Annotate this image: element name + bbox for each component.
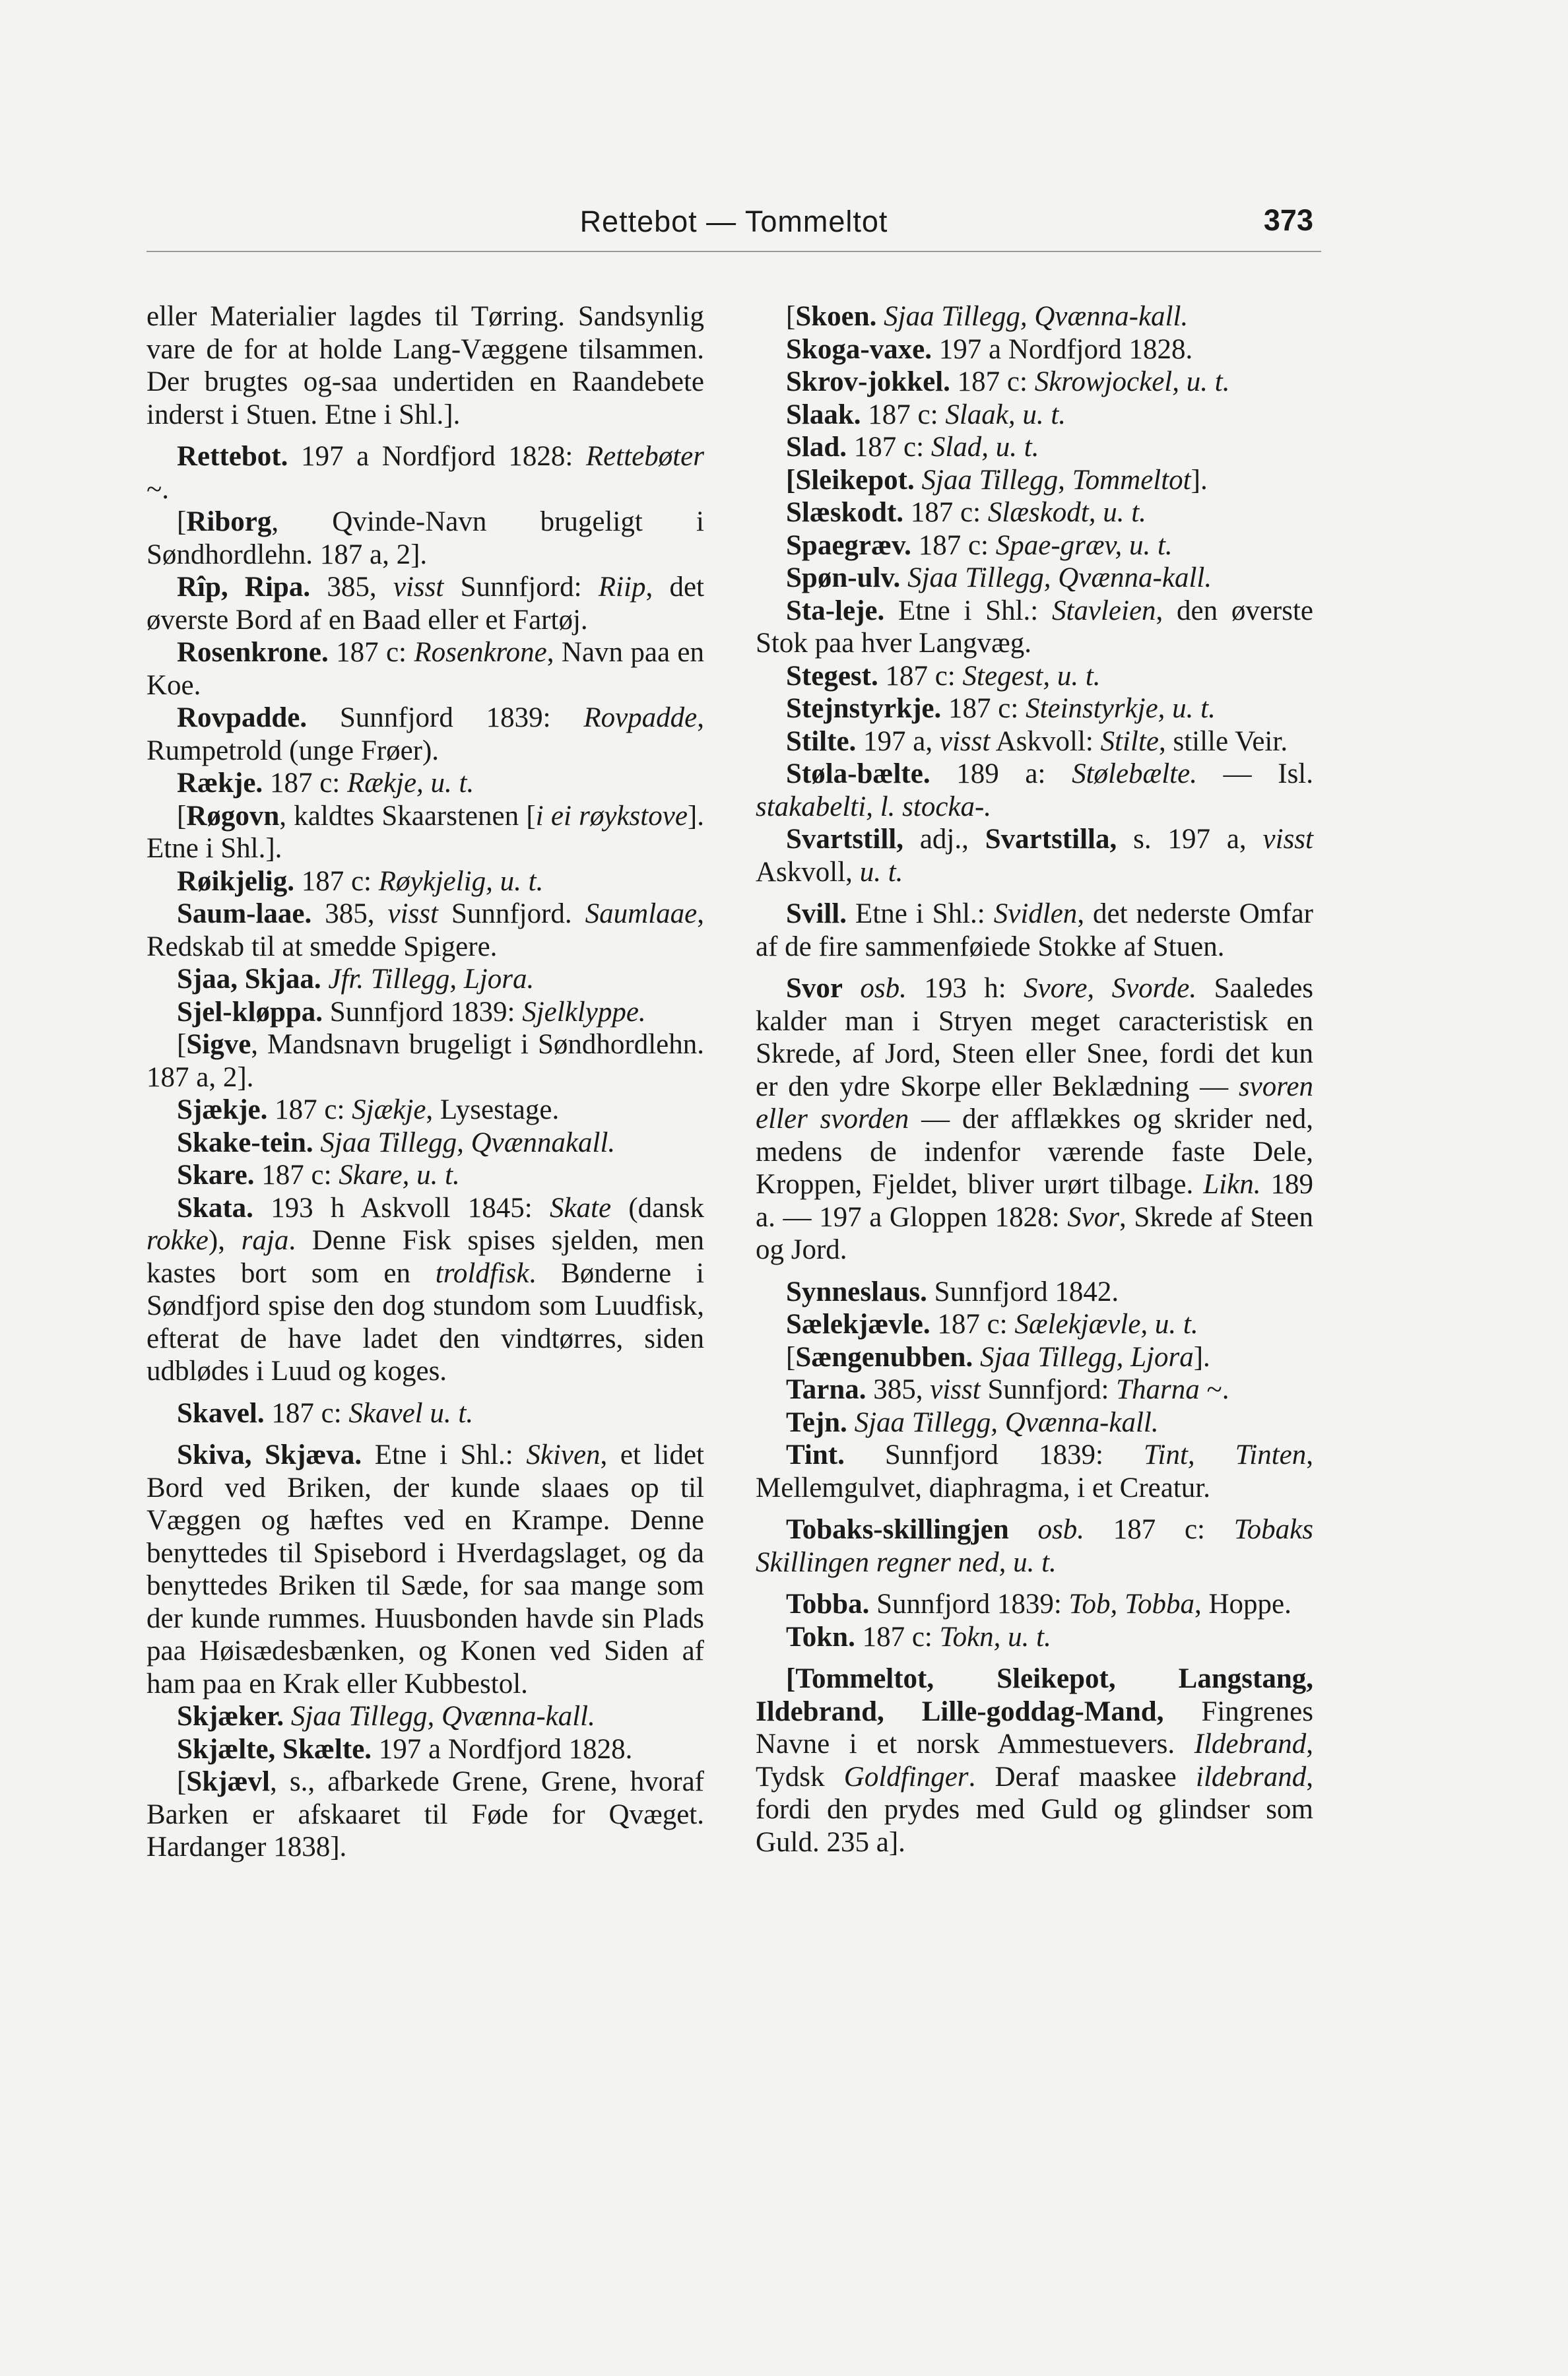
entry-text — [915, 465, 922, 496]
dictionary-entry — [147, 767, 704, 800]
dictionary-entry — [147, 1397, 704, 1430]
italic-text: visst — [387, 898, 438, 929]
dictionary-entry — [756, 529, 1313, 562]
entry-text: 385, — [866, 1374, 931, 1405]
entry-text: [ — [786, 1341, 796, 1373]
entry-text — [973, 1342, 980, 1373]
entry-text — [847, 1407, 855, 1438]
headword: Rosenkrone. — [177, 637, 329, 668]
dictionary-entry — [147, 865, 704, 898]
dictionary-entry — [147, 1094, 704, 1127]
entry-text: , Rumpetrold (unge Frøer). — [147, 702, 704, 766]
entry-text: , det nederste Omfar af de fire sammenføiede Stokke af Stuen. — [756, 898, 1314, 962]
entry-text: Sunnfjord 1839: — [307, 702, 584, 733]
italic-text: raja — [241, 1225, 289, 1256]
entry-text: [ — [177, 1766, 187, 1797]
headword: Rovpadde. — [177, 702, 308, 733]
headword: Skjæker. — [177, 1701, 284, 1732]
italic-text: Tharna — [1116, 1374, 1200, 1405]
dictionary-entry — [147, 1700, 704, 1733]
headword: Saum-laae. — [177, 898, 312, 929]
dictionary-entry — [756, 300, 1313, 333]
entry-text: 187 c: — [855, 1621, 940, 1653]
dictionary-entry — [756, 562, 1313, 595]
entry-text: , Tydsk — [756, 1729, 1313, 1793]
entry-text: , Skrede af Steen og Jord. — [756, 1201, 1313, 1265]
entry-text: [ — [177, 1029, 187, 1060]
entry-text: adj., — [903, 824, 985, 855]
headword: Slad. — [786, 432, 847, 463]
italic-text: Spae-græv, u. t. — [995, 529, 1173, 561]
entry-text: 187 c: — [861, 399, 946, 430]
entry-text: 187 c: — [328, 637, 414, 668]
italic-text: Skate — [549, 1192, 612, 1224]
left-column — [147, 300, 704, 1864]
entry-text: 187 c: — [847, 432, 931, 463]
italic-text: troldfisk — [435, 1257, 529, 1289]
italic-text: Steinstyrkje, u. t. — [1026, 693, 1216, 724]
italic-text: svoren eller svorden — [756, 1071, 1313, 1135]
italic-text: Sjaa Tillegg, Qvænna-kall. — [907, 562, 1212, 593]
dictionary-entry — [147, 1766, 704, 1864]
italic-text: Tobaks Skillingen regner ned, u. t. — [756, 1514, 1313, 1578]
dictionary-entry — [147, 1439, 704, 1700]
entry-text: 187 c: — [878, 660, 963, 692]
entry-text: [ — [177, 506, 187, 537]
entry-text: , Redskab til at smedde Spigere. — [147, 898, 705, 962]
entry-text: , Lysestage. — [426, 1094, 560, 1125]
entry-text: Sunnfjord 1839: — [869, 1589, 1069, 1620]
dictionary-entry — [756, 1406, 1313, 1439]
dictionary-entry — [147, 506, 704, 571]
page-number: 373 — [1263, 203, 1313, 237]
headword: Tarna. — [786, 1374, 866, 1405]
entry-text: 385, — [311, 898, 388, 929]
entry-text: Sunnfjord: — [443, 572, 599, 603]
entry-text: ]. — [1193, 1341, 1210, 1373]
dictionary-entry — [147, 1192, 704, 1388]
headword: Sigve — [186, 1029, 251, 1060]
running-title: Rettebot — Tommeltot — [579, 205, 888, 238]
dictionary-entry — [756, 496, 1313, 529]
entry-text: 193 h: — [906, 973, 1024, 1004]
headword: Svartstilla, — [985, 824, 1117, 855]
entry-text: , det øverste Bord af en Baad eller et Fartøj. — [147, 572, 704, 636]
headword: Røgovn — [186, 800, 280, 832]
italic-text: Rækje, u. t. — [346, 768, 474, 799]
headword: Svill. — [786, 898, 847, 929]
dictionary-entry — [756, 1308, 1313, 1341]
entry-text: . Denne Fisk spises sjelden, men kastes bort som en — [147, 1225, 704, 1289]
dictionary-entry — [147, 702, 704, 767]
dictionary-entry — [147, 1028, 704, 1094]
headword: Sængenubben. — [795, 1341, 973, 1373]
entry-text: , et lidet Bord ved Briken, der kunde slaaes op til Væggen og hæftes ved en Krampe. Denne benyttedes til Spisebord i Hverdagslaget, og da benyttedes Briken til Sæde, for saa mange som der kunde rummes. Huusbonden havde sin Plads paa Høisædesbænken, og Konen ved Siden af ham paa en Krak eller Kubbestol. — [147, 1439, 704, 1700]
entry-text: ~. — [147, 473, 170, 505]
italic-text: Skavel u. t. — [348, 1397, 474, 1429]
italic-text: Sjaa Tillegg, Tommeltot — [921, 464, 1191, 496]
entry-text: , Mandsnavn brugeligt i Søndhordlehn. 187 a, 2]. — [147, 1029, 704, 1093]
headword: Synneslaus. — [786, 1276, 927, 1307]
entry-text: , fordi den prydes med Guld og glindser som Guld. 235 a]. — [756, 1761, 1313, 1858]
entry-text: 187 c: — [903, 497, 988, 528]
italic-text: Stavleien — [1051, 595, 1156, 626]
entry-text: Fingrenes Navne i et norsk Ammestuevers. — [756, 1696, 1313, 1760]
headword: Sælekjævle. — [786, 1309, 931, 1340]
entry-text: — der afflækkes og skrider ned, medens de indenfor værende faste Dele, Kroppen, Fjeldet, bliver urørt tilbage. — [756, 1104, 1313, 1200]
italic-text: Skare, u. t. — [339, 1160, 460, 1191]
entry-text: 197 a, — [856, 725, 940, 757]
entry-text: 187 c: — [941, 693, 1026, 724]
headword: [Tommeltot, Sleikepot, Langstang, Ildebrand, Lille-goddag-Mand, — [756, 1663, 1313, 1727]
entry-text: 197 a Nordfjord 1828. — [931, 333, 1193, 365]
entry-text: [ — [786, 301, 796, 332]
italic-text: Sjelklyppe. — [522, 996, 646, 1028]
entry-text: 193 h Askvoll 1845: — [253, 1192, 550, 1224]
entry-text: 197 a Nordfjord 1828: — [288, 441, 586, 472]
entry-text: 187 c: — [950, 366, 1035, 397]
dictionary-entry — [756, 595, 1313, 660]
headword: Stilte. — [786, 725, 857, 757]
italic-text: Sjaa Tillegg, Ljora — [979, 1341, 1194, 1373]
entry-text: , Mellemgulvet, diaphragma, i et Creatur. — [756, 1439, 1313, 1503]
italic-text: Skiven — [526, 1439, 601, 1470]
italic-text: Tint, Tinten — [1143, 1439, 1307, 1470]
dictionary-entry — [756, 1588, 1313, 1621]
italic-text: osb. — [860, 973, 907, 1004]
entry-text: 187 c: — [911, 529, 996, 561]
entry-text: 187 c: — [264, 1397, 349, 1429]
entry-text — [1009, 1514, 1038, 1545]
headword: Skake-tein. — [177, 1127, 313, 1158]
entry-text: ]. — [1191, 464, 1208, 496]
dictionary-entry — [147, 963, 704, 996]
entry-text: (dansk — [611, 1192, 704, 1224]
headword: Stejnstyrkje. — [786, 693, 942, 724]
italic-text: Stegest, u. t. — [962, 660, 1101, 692]
dictionary-entry — [147, 1127, 704, 1160]
dictionary-entry — [756, 692, 1313, 725]
italic-text: Svidlen — [993, 898, 1078, 929]
italic-text: stakabelti, l. stocka-. — [756, 791, 992, 822]
headword: Tobba. — [786, 1589, 870, 1620]
headword: Tejn. — [786, 1406, 847, 1438]
italic-text: Goldfinger — [843, 1761, 969, 1793]
entry-text — [321, 964, 329, 995]
headword: Støla-bælte. — [786, 758, 931, 789]
entry-text: 187 c: — [267, 1094, 352, 1125]
dictionary-entry — [756, 972, 1313, 1267]
dictionary-entry — [147, 800, 704, 865]
italic-text: Rosenkrone — [414, 637, 547, 668]
entry-text: Askvoll: — [990, 725, 1101, 757]
italic-text: Ildebrand — [1194, 1729, 1307, 1760]
entry-text: s. 197 a, — [1117, 824, 1263, 855]
italic-text: visst — [393, 572, 444, 603]
entry-text: , den øverste Stok paa hver Langvæg. — [756, 595, 1313, 659]
dictionary-entry — [756, 758, 1313, 823]
dictionary-entry — [147, 440, 704, 506]
entry-text: 187 c: — [294, 865, 379, 897]
headword: Skare. — [177, 1160, 255, 1191]
italic-text: Røykjelig, u. t. — [378, 865, 544, 897]
italic-text: Tob, Tobba — [1068, 1589, 1194, 1620]
entry-text: 187 c: — [1084, 1514, 1234, 1545]
headword: Skjælte, Skælte. — [177, 1733, 372, 1765]
entry-text: , s., afbarkede Grene, Grene, hvoraf Barken er afskaaret til Føde for Qvæget. Hardanger 1838]. — [147, 1766, 704, 1863]
headword: Sjaa, Skjaa. — [177, 964, 321, 995]
headword: [Sleikepot. — [786, 464, 915, 496]
italic-text: Sjaa Tillegg, Qvænna-kall. — [884, 301, 1189, 332]
dictionary-entry — [756, 366, 1313, 399]
headword: Rîp, Ripa. — [177, 572, 311, 603]
dictionary-entry — [756, 464, 1313, 497]
entry-text: 189 a. — 197 a Gloppen 1828: — [756, 1169, 1314, 1233]
headword: Slaak. — [786, 399, 861, 430]
headword: Skiva, Skjæva. — [177, 1439, 362, 1470]
headword: Skavel. — [177, 1397, 265, 1429]
italic-text: Skrowjockel, u. t. — [1034, 366, 1230, 397]
headword: Sjel-kløppa. — [177, 996, 323, 1028]
italic-text: Sjækje — [352, 1094, 426, 1125]
entry-text: eller Materialier lagdes til Tørring. Sandsynlig vare de for at holde Lang-Væggene tilsammen. Der brugtes og-saa undertiden en Raandebete inderst i Stuen. Etne i Shl.]. — [147, 301, 704, 430]
dictionary-entry — [756, 898, 1313, 963]
italic-text: visst — [939, 725, 991, 757]
dictionary-entry — [756, 431, 1313, 464]
italic-text: Sjaa Tillegg, Qvænnakall. — [320, 1127, 616, 1158]
italic-text: Rovpadde — [583, 702, 698, 733]
headword: Skoga-vaxe. — [786, 333, 932, 365]
dictionary-entry — [147, 636, 704, 702]
dictionary-entry — [756, 823, 1313, 888]
headword: Tint. — [786, 1439, 845, 1470]
italic-text: Riip — [598, 572, 646, 603]
entry-text — [313, 1127, 321, 1158]
italic-text: i ei røykstove — [535, 800, 688, 832]
italic-text: Rettebøter — [585, 441, 704, 472]
dictionary-entry — [147, 898, 704, 963]
headword: Sjækje. — [177, 1094, 268, 1125]
headword: Sta-leje. — [786, 595, 885, 626]
dictionary-entry — [756, 725, 1313, 758]
headword: Rækje. — [177, 768, 263, 799]
entry-text: Etne i Shl.: — [847, 898, 994, 929]
italic-text: Jfr. Tillegg, Ljora. — [328, 964, 535, 995]
headword: Spøn-ulv. — [786, 562, 901, 593]
entry-text — [900, 562, 907, 593]
entry-text: 197 a Nordfjord 1828. — [372, 1733, 633, 1765]
italic-text: osb. — [1037, 1514, 1084, 1545]
entry-text: [ — [177, 800, 187, 832]
italic-text: u. t. — [859, 856, 903, 888]
headword: Skoen. — [795, 301, 877, 332]
entry-text: 187 c: — [930, 1309, 1015, 1340]
dictionary-entry — [147, 300, 704, 431]
dictionary-entry — [756, 1439, 1313, 1504]
entry-text: ), — [208, 1225, 242, 1256]
italic-text: Stølebælte. — [1072, 758, 1197, 789]
headword: Røikjelig. — [177, 865, 294, 897]
italic-text: Sjaa Tillegg, Qvænna-kall. — [854, 1406, 1159, 1438]
dictionary-entry — [756, 1621, 1313, 1654]
headword: Svor — [786, 973, 843, 1004]
dictionary-entry — [147, 996, 704, 1029]
dictionary-entry — [756, 1373, 1313, 1406]
italic-text: Stilte — [1100, 725, 1159, 757]
dictionary-entry — [147, 1159, 704, 1192]
dictionary-entry — [147, 571, 704, 636]
headword: Tobaks-skillingjen — [786, 1514, 1009, 1545]
entry-text: , stille Veir. — [1158, 725, 1288, 757]
italic-text: Slæskodt, u. t. — [987, 497, 1146, 528]
italic-text: Likn. — [1203, 1169, 1261, 1200]
italic-text: Sælekjævle, u. t. — [1014, 1309, 1198, 1340]
entry-text — [876, 301, 884, 332]
italic-text: Sjaa Tillegg, Qvænna-kall. — [290, 1701, 595, 1732]
entry-text — [284, 1701, 291, 1732]
entry-text: ~. — [1199, 1374, 1229, 1405]
entry-text: Sunnfjord 1839: — [844, 1439, 1144, 1470]
entry-text: Sunnfjord: — [980, 1374, 1117, 1405]
dictionary-entry — [756, 1341, 1313, 1374]
italic-text: Saumlaae — [585, 898, 698, 929]
headword: Tokn. — [786, 1621, 855, 1653]
italic-text: Svor — [1067, 1201, 1120, 1233]
entry-text: — Isl. — [1196, 758, 1313, 789]
entry-text: . Bønderne i Søndfjord spise den dog stundom som Luudfisk, efterat de have ladet den vindtørres, siden udblødes i Luud og koges. — [147, 1257, 704, 1387]
entry-text: Sunnfjord 1839: — [323, 996, 523, 1028]
entry-text: 189 a: — [930, 758, 1072, 789]
entry-text: ]. Etne i Shl.]. — [147, 800, 704, 864]
entry-text: , Qvinde-Navn brugeligt i Søndhordlehn. 187 a, 2]. — [147, 506, 704, 570]
entry-text: , Hoppe. — [1194, 1589, 1291, 1620]
dictionary-entry — [147, 1733, 704, 1766]
headword: Rettebot. — [177, 441, 288, 472]
italic-text: Tokn, u. t. — [939, 1621, 1051, 1653]
italic-text: rokke — [147, 1225, 209, 1256]
right-column — [756, 300, 1313, 1859]
headword: Stegest. — [786, 660, 878, 692]
entry-text: Etne i Shl.: — [884, 595, 1052, 626]
entry-text: Sunnfjord. — [438, 898, 585, 929]
headword: Skrov-jokkel. — [786, 366, 950, 397]
italic-text: Slaak, u. t. — [945, 399, 1066, 430]
dictionary-entry — [756, 1513, 1313, 1579]
headword: Skjævl — [186, 1766, 270, 1797]
entry-text: , kaldtes Skaarstenen [ — [279, 800, 536, 832]
entry-text: . Deraf maaskee — [968, 1761, 1196, 1793]
headword: Skata. — [177, 1192, 253, 1224]
dictionary-entry — [756, 1276, 1313, 1309]
dictionary-entry — [756, 333, 1313, 366]
entry-text — [843, 973, 860, 1004]
italic-text: Svore, Svorde. — [1024, 973, 1197, 1004]
headword: Riborg — [186, 506, 272, 537]
dictionary-entry — [756, 1663, 1313, 1859]
entry-text: Etne i Shl.: — [362, 1439, 527, 1470]
entry-text: 187 c: — [254, 1160, 339, 1191]
italic-text: Slad, u. t. — [931, 432, 1039, 463]
entry-text: 385, — [310, 572, 393, 603]
italic-text: visst — [930, 1374, 981, 1405]
entry-text: Saaledes kalder man i Stryen meget caracteristisk en Skrede, af Jord, Steen eller Snee, fordi det kun er den ydre Skorpe eller Beklædning — — [756, 973, 1314, 1102]
entry-text: 187 c: — [263, 768, 347, 799]
dictionary-entry — [756, 660, 1313, 693]
running-header — [147, 198, 1321, 252]
italic-text: visst — [1262, 824, 1313, 855]
dictionary-entry — [756, 399, 1313, 432]
headword: Svartstill, — [786, 824, 903, 855]
entry-text: , Navn paa en Koe. — [147, 637, 704, 701]
headword: Spaegræv. — [786, 529, 911, 561]
headword: Slæskodt. — [786, 497, 904, 528]
italic-text: ildebrand — [1196, 1761, 1307, 1793]
entry-text: Sunnfjord 1842. — [927, 1276, 1119, 1307]
entry-text: Askvoll, — [756, 856, 860, 888]
